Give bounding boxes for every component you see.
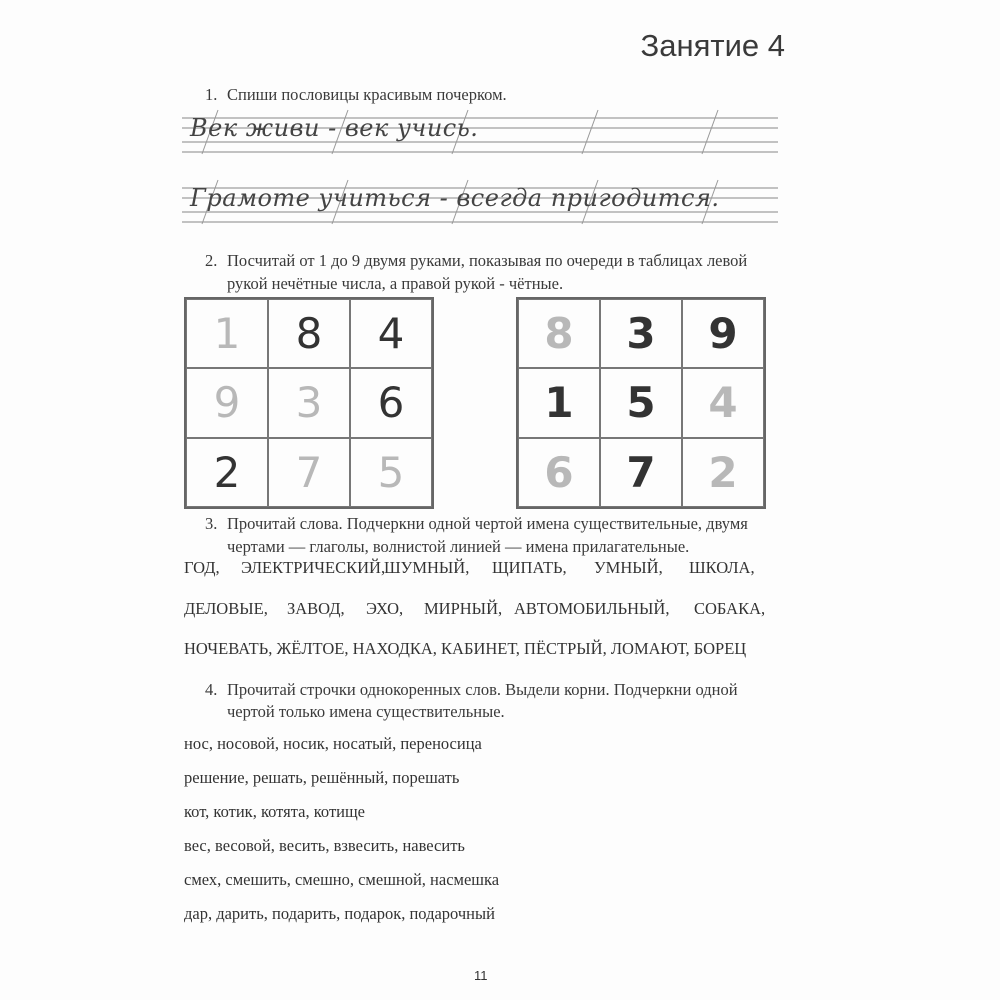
root-words-row: вес, весовой, весить, взвесить, навесить: [184, 836, 465, 855]
grid-cell: 6: [350, 368, 432, 437]
word: УМНЫЙ,: [594, 558, 663, 577]
grid-cell: 3: [268, 368, 350, 437]
task-3-instruction: [205, 513, 748, 535]
root-words-row: смех, смешить, смешно, смешной, насмешка: [184, 870, 500, 889]
task-2-instruction: [205, 250, 747, 272]
grid-cell: 1: [186, 299, 268, 368]
word: СОБАКА,: [694, 599, 766, 618]
task-3-line-1: Прочитай слова. Подчеркни одной чертой имена существительные, двумя: [227, 514, 748, 533]
task-4-line-2: чертой только имена существительные.: [227, 702, 505, 721]
grid-cell: 9: [682, 299, 764, 368]
word: ЭХО,: [366, 599, 404, 618]
grid-cell: 3: [600, 299, 682, 368]
word: ЗАВОД,: [287, 599, 345, 618]
task-2-number: 2.: [205, 251, 218, 270]
left-hand-grid: [184, 297, 434, 509]
grid-cell: 4: [682, 368, 764, 437]
handwriting-line-1: [182, 108, 778, 158]
task-2-line-1: Посчитай от 1 до 9 двумя руками, показывая по очереди в таблицах левой: [227, 251, 748, 270]
page-number: 11: [474, 968, 488, 983]
word: ДЕЛОВЫЕ,: [184, 599, 268, 618]
task-1-number: 1.: [205, 85, 218, 104]
task-4-number: 4.: [205, 680, 218, 699]
page-title: Занятие 4: [640, 28, 785, 63]
right-hand-grid: [516, 297, 766, 509]
task-4-line-1: Прочитай строчки однокоренных слов. Выдели корни. Подчеркни одной: [227, 680, 738, 699]
task-1-text: Спиши пословицы красивым почерком.: [227, 85, 507, 104]
root-words-row: кот, котик, котята, котище: [184, 802, 366, 821]
task-1-instruction: [205, 84, 507, 106]
grid-cell: 2: [186, 438, 268, 507]
word: ЩИПАТЬ,: [492, 558, 567, 577]
task-3-number: 3.: [205, 514, 218, 533]
word: АВТОМОБИЛЬНЫЙ,: [514, 599, 670, 618]
word: ЭЛЕКТРИЧЕСКИЙ,: [241, 558, 386, 577]
grid-cell: 8: [518, 299, 600, 368]
handwriting-line-2: [182, 178, 778, 228]
root-words-row: дар, дарить, подарить, подарок, подарочный: [184, 904, 495, 923]
task-3-line-2: чертами — глаголы, волнистой линией — имена прилагательные.: [227, 537, 690, 556]
word: ГОД,: [184, 558, 220, 577]
grid-cell: 5: [350, 438, 432, 507]
grid-cell: 2: [682, 438, 764, 507]
proverb-1: Век живи - век учись.: [190, 114, 479, 142]
grid-cell: 8: [268, 299, 350, 368]
grid-cell: 6: [518, 438, 600, 507]
word: МИРНЫЙ,: [424, 599, 503, 618]
grid-cell: 1: [518, 368, 600, 437]
word: ШКОЛА,: [689, 558, 755, 577]
grid-cell: 7: [600, 438, 682, 507]
task-2-line-2: рукой нечётные числа, а правой рукой - чётные.: [227, 274, 564, 293]
word-row-3: НОЧЕВАТЬ, ЖЁЛТОЕ, НАХОДКА, КАБИНЕТ, ПЁСТРЫЙ, ЛОМАЮТ, БОРЕЦ: [184, 639, 747, 658]
grid-cell: 5: [600, 368, 682, 437]
proverb-2: Грамоте учиться - всегда пригодится.: [190, 184, 720, 212]
root-words-row: нос, носовой, носик, носатый, переносица: [184, 734, 482, 753]
root-words-row: решение, решать, решённый, порешать: [184, 768, 460, 787]
word: ШУМНЫЙ,: [384, 558, 470, 577]
task-4-instruction: [205, 679, 738, 701]
grid-cell: 9: [186, 368, 268, 437]
grid-cell: 7: [268, 438, 350, 507]
grid-cell: 4: [350, 299, 432, 368]
